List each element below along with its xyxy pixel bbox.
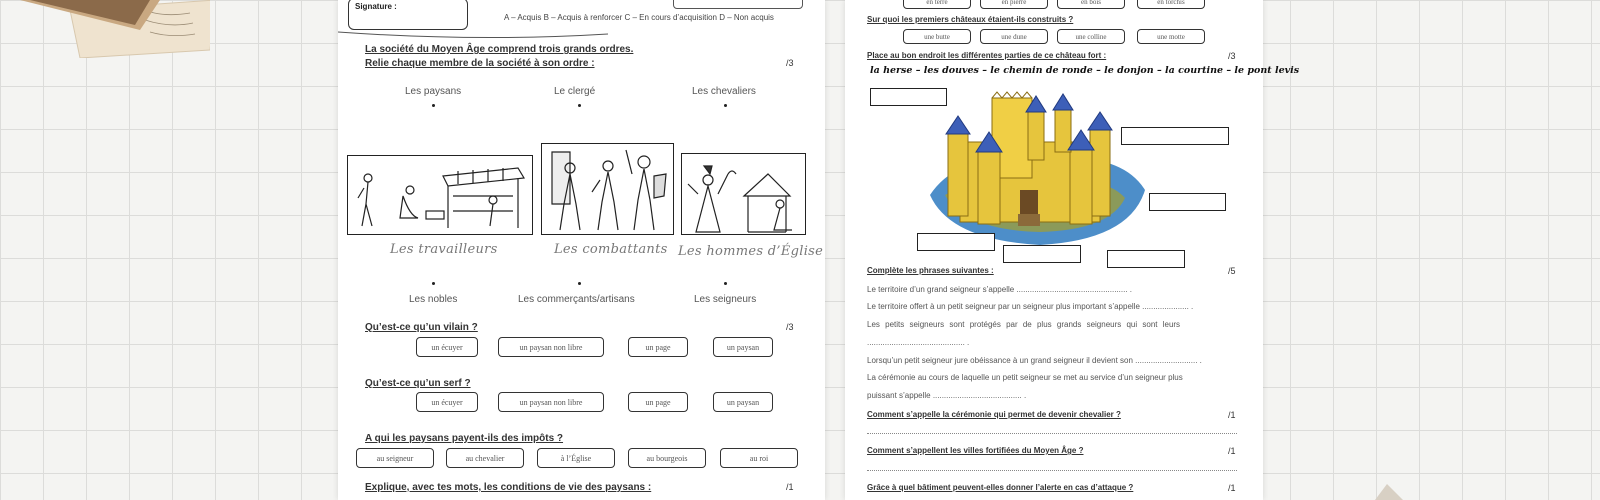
q4-title: A qui les paysans payent-ils des impôts ? <box>365 433 564 444</box>
q4-option-chevalier[interactable]: au chevalier <box>446 448 524 468</box>
sentence-4: Lorsqu’un petit seigneur jure obéissance à un grand seigneur il devient son ............................ . <box>867 356 1202 365</box>
r-q1-option-colline[interactable]: une colline <box>1057 29 1125 44</box>
r-q3-points: /5 <box>1228 266 1236 276</box>
material-option-bois[interactable]: en bois <box>1057 0 1125 9</box>
order-fighters: Les combattants <box>554 242 668 257</box>
picture-fighters <box>541 143 674 235</box>
q2-option-paysan[interactable]: un paysan <box>713 337 773 357</box>
q3-option-paysan-non-libre[interactable]: un paysan non libre <box>498 392 604 412</box>
q5-points: /1 <box>786 482 794 492</box>
bottom-item-merchants: Les commerçants/artisans <box>518 294 635 305</box>
top-item-paysans: Les paysans <box>405 86 462 97</box>
q2-option-ecuyer[interactable]: un écuyer <box>416 337 478 357</box>
q1-instruction: Relie chaque membre de la société à son ordre : <box>365 58 595 69</box>
link-dot-bottom-3[interactable] <box>724 282 727 285</box>
q2-title: Qu’est-ce qu’un vilain ? <box>365 322 478 333</box>
castle-label-box-4[interactable] <box>917 233 995 251</box>
q5-title: Explique, avec tes mots, les conditions de vie des paysans : <box>365 482 652 493</box>
top-item-clerge: Le clergé <box>554 86 596 97</box>
r-q2-points: /3 <box>1228 51 1236 61</box>
castle-label-box-6[interactable] <box>1107 250 1185 268</box>
r-q5-title: Comment s’appellent les villes fortifiées du Moyen Âge ? <box>867 446 1084 455</box>
r-q6-title: Grâce à quel bâtiment peuvent-elles donner l’alerte en cas d’attaque ? <box>867 483 1134 492</box>
q1-points: /3 <box>786 58 794 68</box>
q2-option-paysan-non-libre[interactable]: un paysan non libre <box>498 337 604 357</box>
grade-box <box>673 0 803 9</box>
q3-option-ecuyer[interactable]: un écuyer <box>416 392 478 412</box>
r-q1-title: Sur quoi les premiers châteaux étaient-ils construits ? <box>867 15 1074 24</box>
r-q1-option-butte[interactable]: une butte <box>903 29 971 44</box>
sentence-3-blank[interactable]: ............................................ . <box>867 338 970 347</box>
r-q5-answer-line[interactable] <box>867 470 1237 471</box>
castle-label-box-5[interactable] <box>1003 245 1081 263</box>
bottom-item-lords: Les seigneurs <box>694 294 757 305</box>
signature-box[interactable] <box>348 0 468 30</box>
q2-points: /3 <box>786 322 794 332</box>
q4-option-eglise[interactable]: à l’Église <box>537 448 615 468</box>
top-item-chevaliers: Les chevaliers <box>692 86 756 97</box>
r-q6-points: /1 <box>1228 483 1236 493</box>
link-dot-top-2[interactable] <box>578 104 581 107</box>
q3-option-paysan[interactable]: un paysan <box>713 392 773 412</box>
material-option-terre[interactable]: en terre <box>903 0 971 9</box>
picture-church-men <box>681 153 806 235</box>
picture-workers <box>347 155 533 235</box>
r-q4-points: /1 <box>1228 410 1236 420</box>
worksheet-left <box>338 0 825 500</box>
material-option-torchis[interactable]: en torchis <box>1137 0 1205 9</box>
castle-label-box-1[interactable] <box>870 88 947 106</box>
q1-title: La société du Moyen Âge comprend trois grands ordres. <box>365 44 634 55</box>
sentence-5-end: puissant s’appelle ........................................ . <box>867 391 1027 400</box>
bottom-item-nobles: Les nobles <box>409 294 458 305</box>
castle-label-box-3[interactable] <box>1149 193 1226 211</box>
q2-option-page[interactable]: un page <box>628 337 688 357</box>
link-dot-bottom-1[interactable] <box>432 282 435 285</box>
q3-title: Qu’est-ce qu’un serf ? <box>365 378 471 389</box>
r-q1-option-dune[interactable]: une dune <box>980 29 1048 44</box>
link-dot-top-1[interactable] <box>432 104 435 107</box>
order-church: Les hommes d’Église <box>678 244 824 259</box>
r-q3-title: Complète les phrases suivantes : <box>867 266 994 275</box>
r-q5-points: /1 <box>1228 446 1236 456</box>
decorative-notebook <box>20 0 210 58</box>
signature-label: Signature : <box>355 2 397 11</box>
worksheet-right <box>845 0 1300 500</box>
q3-option-page[interactable]: un page <box>628 392 688 412</box>
material-option-pierre[interactable]: en pierre <box>980 0 1048 9</box>
link-dot-bottom-2[interactable] <box>578 282 581 285</box>
sentence-5: La cérémonie au cours de laquelle un petit seigneur se met au service d’un seigneur plus <box>867 373 1183 382</box>
sentence-3: Les petits seigneurs sont protégés par de plus grands seigneurs qui sont leurs <box>867 320 1181 329</box>
sentence-1: Le territoire d’un grand seigneur s’appelle .................................................. . <box>867 285 1133 294</box>
castle-parts-words: la herse – les douves – le chemin de ronde – le donjon – la courtine – le pont levis <box>870 65 1300 76</box>
r-q2-title: Place au bon endroit les différentes parties de ce château fort : <box>867 51 1107 60</box>
castle-label-box-2[interactable] <box>1121 127 1229 145</box>
r-q4-answer-line[interactable] <box>867 433 1237 434</box>
order-workers: Les travailleurs <box>390 242 498 257</box>
castle-illustration <box>920 80 1160 250</box>
r-q1-option-motte[interactable]: une motte <box>1137 29 1205 44</box>
q4-option-roi[interactable]: au roi <box>720 448 798 468</box>
curved-divider <box>338 28 618 42</box>
sentence-2: Le territoire offert à un petit seigneur par un seigneur plus important s’appelle ..................... . <box>867 302 1194 311</box>
link-dot-top-3[interactable] <box>724 104 727 107</box>
r-q4-title: Comment s’appelle la cérémonie qui permet de devenir chevalier ? <box>867 410 1121 419</box>
q4-option-seigneur[interactable]: au seigneur <box>356 448 434 468</box>
decorative-pencil <box>1375 482 1405 500</box>
evaluation-legend: A – Acquis B – Acquis à renforcer C – En cours d’acquisition D – Non acquis <box>504 13 774 22</box>
q4-option-bourgeois[interactable]: au bourgeois <box>628 448 706 468</box>
